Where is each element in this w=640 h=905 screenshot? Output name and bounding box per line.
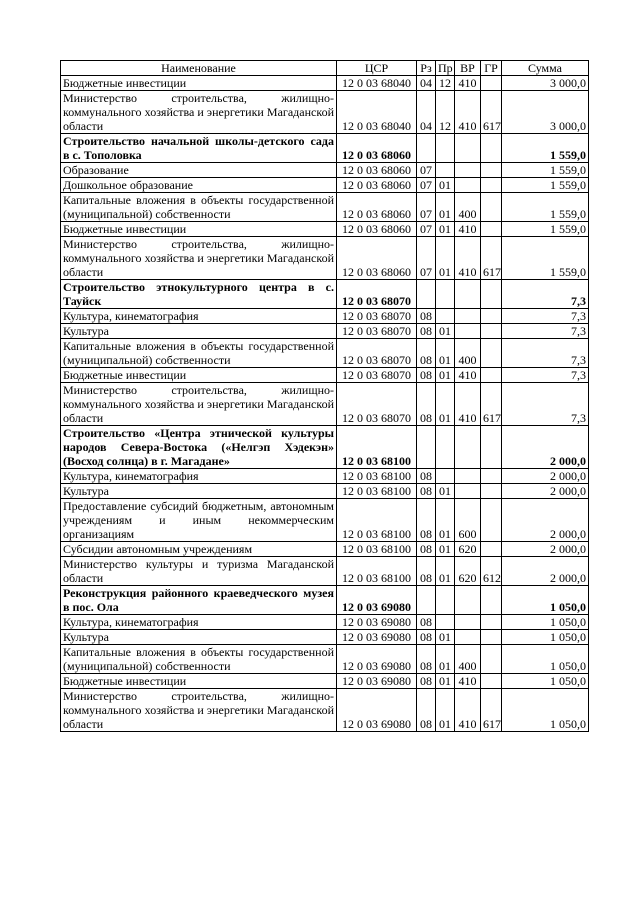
cell-pr: 01: [436, 484, 455, 499]
cell-name: Образование: [61, 163, 337, 178]
cell-sum: 2 000,0: [502, 484, 589, 499]
cell-name: Капитальные вложения в объекты государственной (муниципальной) собственности: [61, 339, 337, 368]
cell-sum: 7,3: [502, 368, 589, 383]
cell-rz: 08: [417, 615, 436, 630]
cell-csr: 12 0 03 69080: [337, 645, 417, 674]
table-row: [61, 557, 589, 586]
cell-vr: [455, 324, 481, 339]
cell-pr: 12: [436, 91, 455, 134]
table-row: [61, 163, 589, 178]
cell-vr: 410: [455, 383, 481, 426]
cell-csr: 12 0 03 68060: [337, 237, 417, 280]
cell-pr: [436, 134, 455, 163]
cell-vr: 620: [455, 557, 481, 586]
cell-vr: 400: [455, 193, 481, 222]
cell-vr: [455, 280, 481, 309]
cell-name: Субсидии автономным учреждениям: [61, 542, 337, 557]
table-row: [61, 615, 589, 630]
cell-vr: 410: [455, 368, 481, 383]
cell-rz: 08: [417, 499, 436, 542]
cell-gr: [481, 484, 502, 499]
table-row: [61, 193, 589, 222]
cell-csr: 12 0 03 68070: [337, 324, 417, 339]
table-row: [61, 309, 589, 324]
cell-gr: [481, 193, 502, 222]
table-row: [61, 426, 589, 469]
table-row: [61, 586, 589, 615]
table-row: [61, 280, 589, 309]
cell-gr: 617: [481, 689, 502, 732]
cell-vr: [455, 426, 481, 469]
cell-gr: [481, 178, 502, 193]
cell-rz: [417, 586, 436, 615]
cell-pr: 01: [436, 178, 455, 193]
cell-name: Культура: [61, 324, 337, 339]
cell-pr: 01: [436, 499, 455, 542]
cell-gr: 617: [481, 383, 502, 426]
cell-gr: 612: [481, 557, 502, 586]
cell-vr: [455, 178, 481, 193]
cell-csr: 12 0 03 68060: [337, 163, 417, 178]
cell-rz: 07: [417, 193, 436, 222]
cell-pr: 01: [436, 674, 455, 689]
cell-sum: 1 050,0: [502, 586, 589, 615]
cell-csr: 12 0 03 68060: [337, 178, 417, 193]
cell-csr: 12 0 03 68100: [337, 557, 417, 586]
cell-gr: [481, 222, 502, 237]
cell-sum: 1 559,0: [502, 222, 589, 237]
cell-gr: [481, 339, 502, 368]
cell-vr: 410: [455, 237, 481, 280]
table-row: [61, 91, 589, 134]
cell-pr: 01: [436, 339, 455, 368]
cell-csr: 12 0 03 68100: [337, 426, 417, 469]
header-vr: ВР: [455, 61, 481, 76]
cell-pr: 01: [436, 222, 455, 237]
cell-gr: [481, 324, 502, 339]
cell-vr: [455, 484, 481, 499]
cell-vr: [455, 309, 481, 324]
cell-pr: [436, 309, 455, 324]
cell-pr: [436, 280, 455, 309]
cell-pr: 01: [436, 368, 455, 383]
cell-pr: 01: [436, 193, 455, 222]
cell-vr: 410: [455, 674, 481, 689]
cell-name: Культура: [61, 484, 337, 499]
cell-rz: 08: [417, 484, 436, 499]
table-row: [61, 499, 589, 542]
cell-gr: [481, 469, 502, 484]
cell-rz: 07: [417, 163, 436, 178]
cell-pr: 01: [436, 689, 455, 732]
header-row: [61, 61, 589, 76]
cell-sum: 2 000,0: [502, 542, 589, 557]
cell-rz: 08: [417, 309, 436, 324]
cell-rz: 07: [417, 237, 436, 280]
cell-name: Культура, кинематография: [61, 309, 337, 324]
table-header: [61, 61, 589, 76]
table-row: [61, 469, 589, 484]
cell-csr: 12 0 03 69080: [337, 674, 417, 689]
cell-rz: 08: [417, 689, 436, 732]
cell-gr: [481, 499, 502, 542]
cell-rz: 04: [417, 91, 436, 134]
cell-gr: 617: [481, 237, 502, 280]
cell-gr: [481, 134, 502, 163]
cell-csr: 12 0 03 68070: [337, 383, 417, 426]
table-row: [61, 134, 589, 163]
cell-sum: 3 000,0: [502, 91, 589, 134]
cell-sum: 2 000,0: [502, 469, 589, 484]
cell-vr: [455, 134, 481, 163]
cell-sum: 1 559,0: [502, 163, 589, 178]
cell-pr: 01: [436, 630, 455, 645]
cell-csr: 12 0 03 69080: [337, 630, 417, 645]
cell-csr: 12 0 03 69080: [337, 586, 417, 615]
cell-gr: [481, 630, 502, 645]
cell-csr: 12 0 03 68040: [337, 76, 417, 91]
cell-vr: [455, 615, 481, 630]
cell-csr: 12 0 03 68070: [337, 339, 417, 368]
header-name: Наименование: [61, 61, 337, 76]
cell-csr: 12 0 03 68100: [337, 499, 417, 542]
cell-sum: 1 050,0: [502, 615, 589, 630]
cell-name: Культура, кинематография: [61, 469, 337, 484]
table-row: [61, 237, 589, 280]
cell-rz: 07: [417, 222, 436, 237]
cell-vr: 400: [455, 645, 481, 674]
cell-gr: [481, 674, 502, 689]
cell-pr: 01: [436, 542, 455, 557]
cell-gr: [481, 542, 502, 557]
cell-rz: [417, 134, 436, 163]
cell-name: Бюджетные инвестиции: [61, 76, 337, 91]
cell-csr: 12 0 03 68100: [337, 469, 417, 484]
cell-sum: 7,3: [502, 309, 589, 324]
cell-rz: 08: [417, 542, 436, 557]
table-row: [61, 383, 589, 426]
cell-name: Министерство строительства, жилищно-коммунального хозяйства и энергетики Магаданской области: [61, 383, 337, 426]
cell-vr: [455, 630, 481, 645]
cell-name: Министерство строительства, жилищно-коммунального хозяйства и энергетики Магаданской области: [61, 689, 337, 732]
cell-pr: [436, 163, 455, 178]
cell-vr: [455, 163, 481, 178]
cell-csr: 12 0 03 68060: [337, 134, 417, 163]
cell-rz: 08: [417, 383, 436, 426]
cell-name: Предоставление субсидий бюджетным, автономным учреждениям и иным некоммерческим организациям: [61, 499, 337, 542]
table-row: [61, 339, 589, 368]
cell-pr: 01: [436, 557, 455, 586]
cell-vr: 410: [455, 76, 481, 91]
cell-csr: 12 0 03 68060: [337, 222, 417, 237]
cell-pr: [436, 586, 455, 615]
header-rz: Рз: [417, 61, 436, 76]
cell-pr: 01: [436, 237, 455, 280]
cell-gr: [481, 76, 502, 91]
cell-gr: [481, 615, 502, 630]
budget-table: [60, 60, 589, 732]
cell-csr: 12 0 03 68070: [337, 368, 417, 383]
header-sum: Сумма: [502, 61, 589, 76]
cell-vr: 620: [455, 542, 481, 557]
cell-sum: 1 050,0: [502, 645, 589, 674]
cell-name: Культура, кинематография: [61, 615, 337, 630]
cell-sum: 1 050,0: [502, 630, 589, 645]
cell-rz: 08: [417, 674, 436, 689]
cell-name: Капитальные вложения в объекты государственной (муниципальной) собственности: [61, 645, 337, 674]
cell-name: Капитальные вложения в объекты государственной (муниципальной) собственности: [61, 193, 337, 222]
cell-name: Бюджетные инвестиции: [61, 368, 337, 383]
cell-csr: 12 0 03 68100: [337, 542, 417, 557]
cell-pr: [436, 426, 455, 469]
cell-sum: 7,3: [502, 383, 589, 426]
table-row: [61, 645, 589, 674]
cell-pr: 01: [436, 645, 455, 674]
header-gr: ГР: [481, 61, 502, 76]
table-row: [61, 674, 589, 689]
cell-rz: [417, 426, 436, 469]
cell-sum: 7,3: [502, 339, 589, 368]
cell-vr: [455, 586, 481, 615]
header-csr: ЦСР: [337, 61, 417, 76]
cell-name: Министерство строительства, жилищно-коммунального хозяйства и энергетики Магаданской области: [61, 91, 337, 134]
cell-rz: 04: [417, 76, 436, 91]
table-row: [61, 178, 589, 193]
cell-sum: 7,3: [502, 280, 589, 309]
cell-sum: 1 559,0: [502, 134, 589, 163]
table-row: [61, 630, 589, 645]
cell-csr: 12 0 03 69080: [337, 615, 417, 630]
cell-csr: 12 0 03 68070: [337, 309, 417, 324]
cell-rz: [417, 280, 436, 309]
cell-sum: 2 000,0: [502, 499, 589, 542]
cell-gr: [481, 645, 502, 674]
cell-name: Бюджетные инвестиции: [61, 674, 337, 689]
table-row: [61, 542, 589, 557]
table-row: [61, 689, 589, 732]
cell-gr: [481, 426, 502, 469]
cell-vr: 410: [455, 222, 481, 237]
table-row: [61, 222, 589, 237]
cell-name: Строительство начальной школы-детского сада в с. Тополовка: [61, 134, 337, 163]
cell-rz: 07: [417, 178, 436, 193]
cell-sum: 1 050,0: [502, 674, 589, 689]
cell-csr: 12 0 03 69080: [337, 689, 417, 732]
cell-rz: 08: [417, 469, 436, 484]
cell-rz: 08: [417, 557, 436, 586]
cell-gr: [481, 368, 502, 383]
cell-vr: 410: [455, 689, 481, 732]
cell-name: Культура: [61, 630, 337, 645]
cell-csr: 12 0 03 68070: [337, 280, 417, 309]
table-row: [61, 324, 589, 339]
cell-rz: 08: [417, 630, 436, 645]
cell-gr: [481, 309, 502, 324]
cell-name: Строительство этнокультурного центра в с. Тауйск: [61, 280, 337, 309]
cell-rz: 08: [417, 339, 436, 368]
cell-vr: [455, 469, 481, 484]
cell-pr: 01: [436, 324, 455, 339]
cell-sum: 7,3: [502, 324, 589, 339]
cell-csr: 12 0 03 68100: [337, 484, 417, 499]
cell-rz: 08: [417, 645, 436, 674]
table-row: [61, 368, 589, 383]
cell-csr: 12 0 03 68040: [337, 91, 417, 134]
cell-pr: [436, 615, 455, 630]
cell-gr: 617: [481, 91, 502, 134]
cell-name: Министерство культуры и туризма Магаданской области: [61, 557, 337, 586]
cell-rz: 08: [417, 368, 436, 383]
cell-gr: [481, 163, 502, 178]
table-row: [61, 484, 589, 499]
cell-name: Бюджетные инвестиции: [61, 222, 337, 237]
cell-vr: 600: [455, 499, 481, 542]
cell-sum: 1 559,0: [502, 193, 589, 222]
cell-gr: [481, 586, 502, 615]
cell-name: Дошкольное образование: [61, 178, 337, 193]
cell-vr: 400: [455, 339, 481, 368]
cell-sum: 2 000,0: [502, 426, 589, 469]
header-pr: Пр: [436, 61, 455, 76]
cell-vr: 410: [455, 91, 481, 134]
cell-sum: 3 000,0: [502, 76, 589, 91]
cell-pr: 12: [436, 76, 455, 91]
cell-pr: [436, 469, 455, 484]
cell-name: Министерство строительства, жилищно-коммунального хозяйства и энергетики Магаданской области: [61, 237, 337, 280]
cell-csr: 12 0 03 68060: [337, 193, 417, 222]
cell-gr: [481, 280, 502, 309]
cell-sum: 1 050,0: [502, 689, 589, 732]
cell-name: Реконструкция районного краеведческого музея в пос. Ола: [61, 586, 337, 615]
cell-sum: 1 559,0: [502, 178, 589, 193]
cell-sum: 1 559,0: [502, 237, 589, 280]
cell-name: Строительство «Центра этнической культуры народов Севера-Востока («Нелгэп Хэдекэн» (Восход солнца) в г. Магадане»: [61, 426, 337, 469]
table-body: [61, 76, 589, 732]
cell-pr: 01: [436, 383, 455, 426]
table-row: [61, 76, 589, 91]
cell-sum: 2 000,0: [502, 557, 589, 586]
cell-rz: 08: [417, 324, 436, 339]
